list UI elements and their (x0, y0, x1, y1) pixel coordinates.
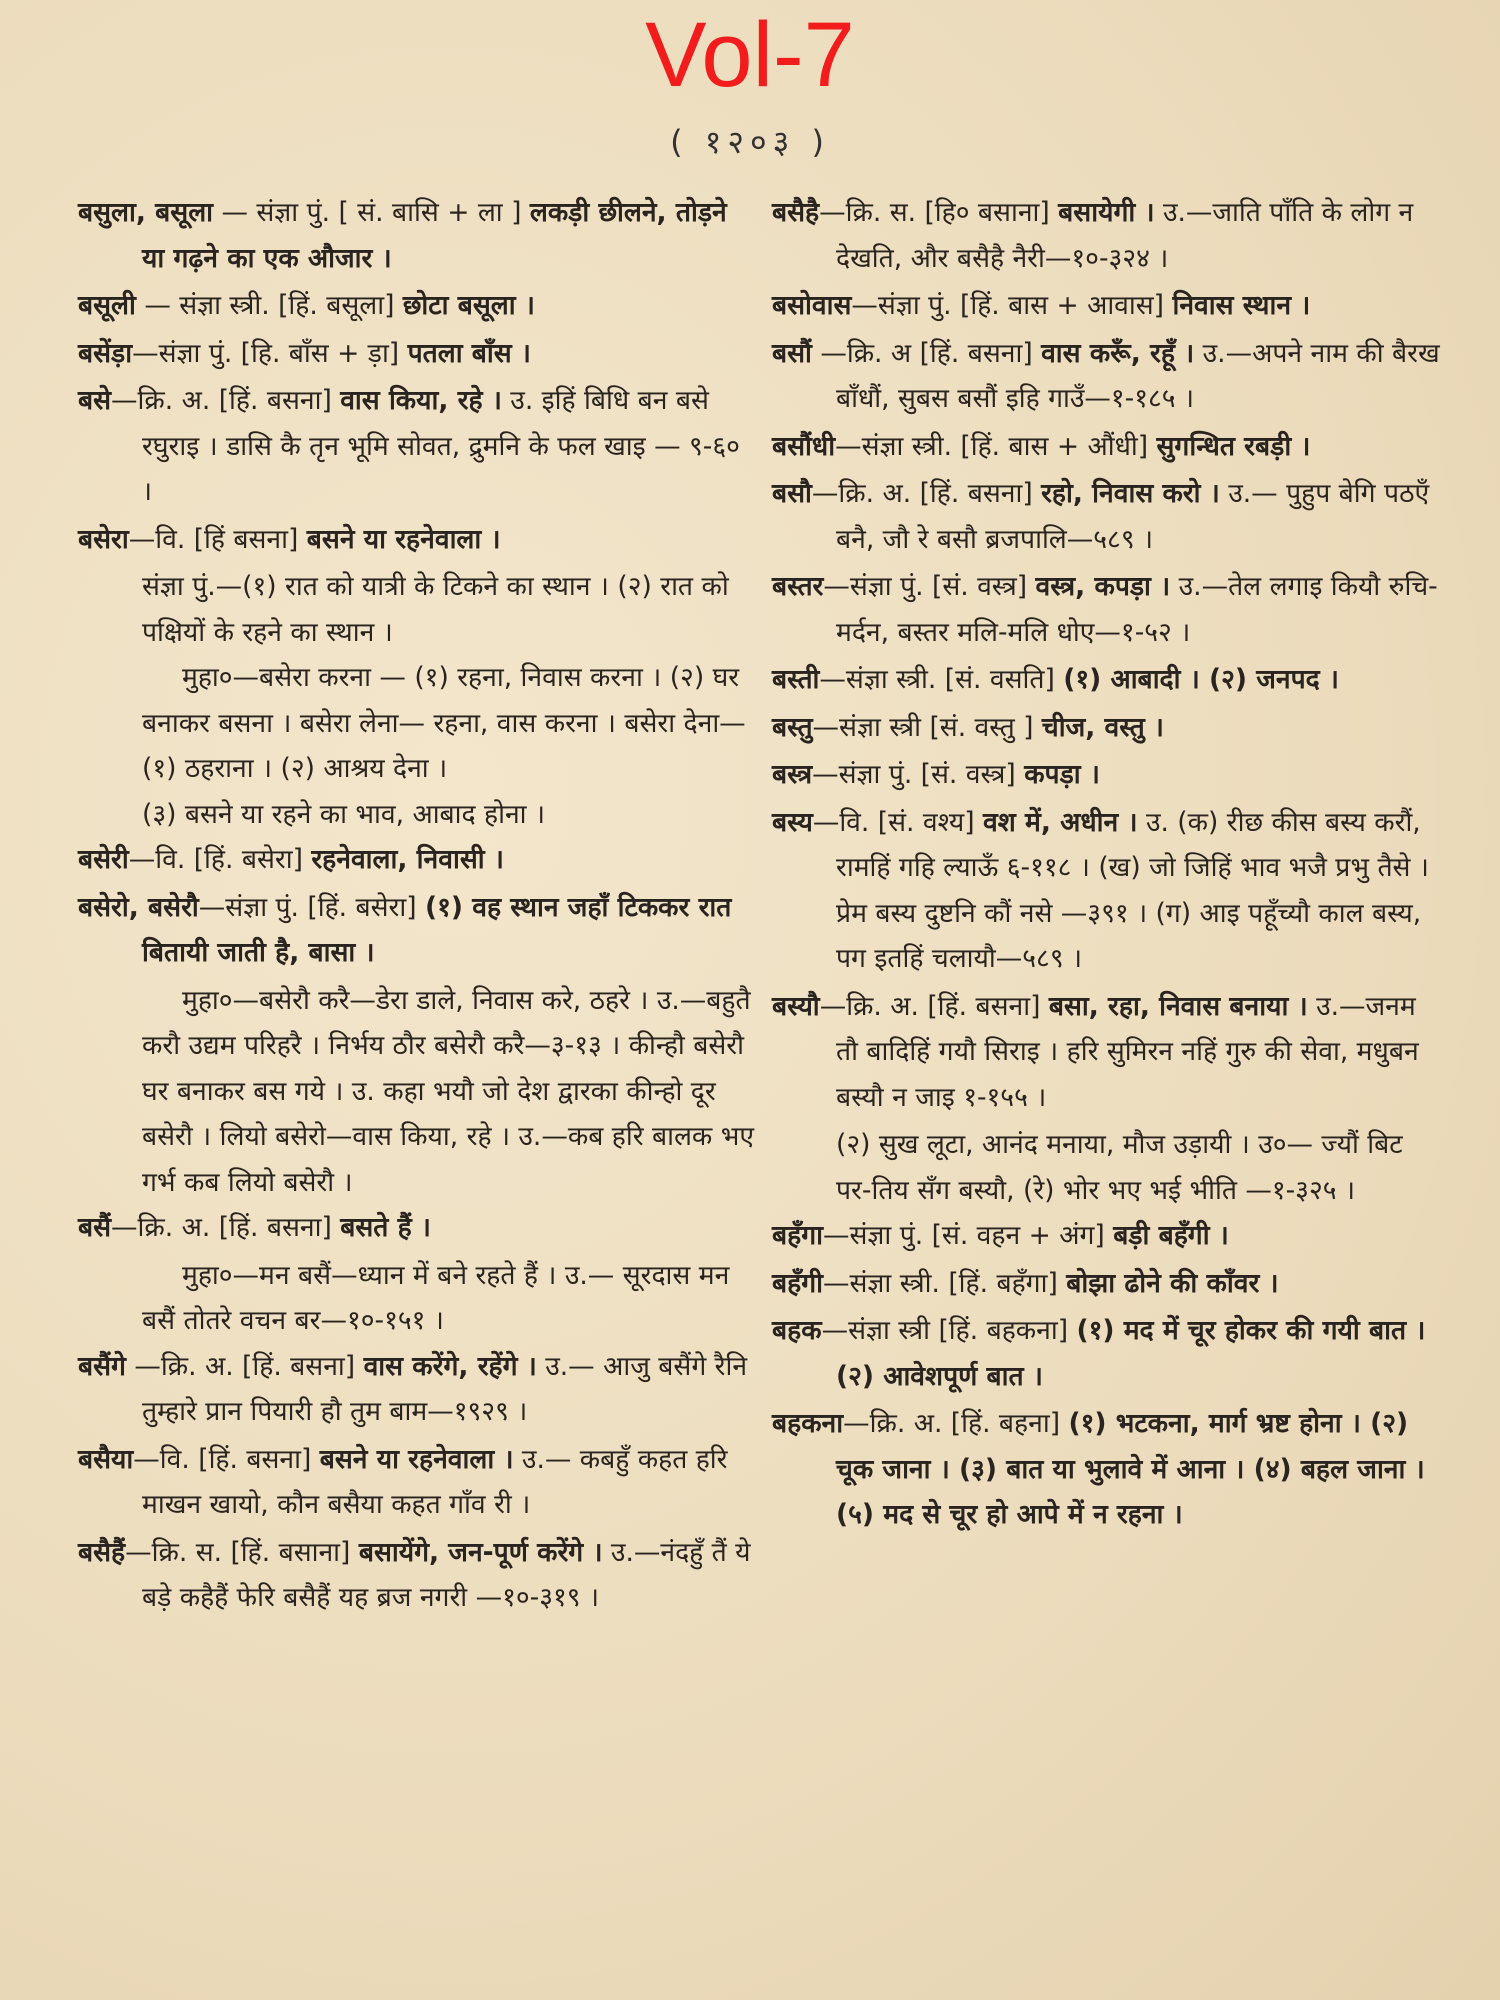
dictionary-entry (772, 1401, 1440, 1538)
entry-example: उ.— कबहुँ कहत हरि माखन खायो, कौन बसैया कहत गाँव री । (142, 1443, 728, 1520)
entry-headword: बसैहैं (78, 1536, 126, 1568)
entry-grammar: —क्रि. अ. [हिं. बसना] (811, 478, 1042, 509)
dictionary-entry (772, 190, 1440, 281)
entry-grammar: — संज्ञा पुं. [ सं. बासि + ला ] (213, 197, 530, 228)
entry-grammar: —वि. [हिं. बसेरा] (128, 844, 312, 875)
entry-meaning: (१) वह स्थान जहाँ टिककर रात बितायी जाती है, बासा । (142, 891, 732, 968)
dictionary-entry (78, 331, 758, 377)
entry-meaning: वास करूँ, रहूँ । (1041, 337, 1195, 369)
entry-meaning: बोझा ढोने की काँवर । (1066, 1267, 1279, 1299)
entry-grammar: —संज्ञा पुं. [हिं. बसेरा] (198, 891, 426, 923)
entry-headword: बसूली (78, 290, 136, 321)
entry-meaning: रहनेवाला, निवासी । (311, 844, 504, 875)
entry-grammar: —संज्ञा स्त्री. [हिं. बहँगा] (823, 1267, 1067, 1299)
entry-grammar: —क्रि. अ. [हिं. बसना] (125, 1350, 364, 1382)
dictionary-entry (78, 885, 758, 976)
entry-headword: बहँगा (772, 1220, 823, 1251)
entry-grammar: —क्रि. अ. [हिं. बसना] (819, 990, 1049, 1022)
dictionary-entry (772, 705, 1440, 751)
dictionary-entry (78, 837, 758, 883)
dictionary-entry (78, 517, 758, 563)
entry-grammar: —वि. [हिं. बसना] (133, 1443, 320, 1475)
entry-meaning: सुगन्धित रबड़ी । (1156, 430, 1311, 462)
idiom-block (78, 978, 758, 1206)
entry-meaning: बसायेगी । (1058, 197, 1155, 228)
left-column (78, 190, 758, 1623)
entry-meaning: कपड़ा । (1024, 759, 1100, 790)
entry-meaning: वश में, अधीन । (983, 806, 1138, 838)
dictionary-entry (772, 1261, 1440, 1307)
entry-headword: बसोवास (772, 290, 852, 321)
entry-example: उ. इहिं बिधि बन बसे रघुराइ । डासि कै तृन भूमि सोवत, द्रुमनि के फल खाइ — ९-६० । (142, 385, 740, 507)
sense-text: मुहा०—बसेरा करना — (१) रहना, निवास करना । (२) घर बनाकर बसना । बसेरा लेना— रहना, वास करना । बसेरा देना—(१) ठहराना । (२) आश्रय देना । (142, 662, 746, 784)
sense-block (78, 792, 758, 838)
entry-example: उ.— आजु बसैंगे रैनि तुम्हारे प्रान पियारी हौ तुम बाम—१९२९ । (142, 1350, 748, 1427)
entry-meaning: (१) मद में चूर होकर की गयी बात । (२) आवेशपूर्ण बात । (836, 1315, 1426, 1392)
entry-headword: बस्यौ (772, 990, 820, 1022)
entry-grammar: —क्रि. स. [हिं. बसाना] (125, 1536, 359, 1568)
entry-headword: बसैंगे (78, 1350, 126, 1382)
entry-meaning: वास करेंगे, रहेंगे । (363, 1350, 537, 1382)
entry-headword: बसे (78, 385, 112, 416)
entry-example: उ.—अपने नाम की बैरख बाँधौं, सुबस बसौं इहि गाउँ—१-१८५ । (836, 337, 1440, 414)
dictionary-entry (772, 564, 1440, 655)
dictionary-entry (772, 471, 1440, 562)
volume-label: Vol-7 (645, 4, 855, 106)
entry-grammar: —संज्ञा स्त्री. [सं. वसति] (819, 664, 1064, 695)
dictionary-entry (772, 1213, 1440, 1259)
entry-example: उ.— पुहुप बेगि पठएँ बनै, जौ रे बसौ ब्रजपालि—५८९ । (836, 478, 1430, 555)
entry-meaning: रहो, निवास करो । (1041, 478, 1220, 509)
entry-grammar: —वि. [सं. वश्य] (812, 806, 983, 838)
dictionary-entry (78, 1437, 758, 1528)
idiom-block (78, 1253, 758, 1344)
dictionary-entry (772, 1308, 1440, 1399)
idiom-block (78, 655, 758, 792)
dictionary-entry (78, 1344, 758, 1435)
dictionary-entry (772, 984, 1440, 1121)
dictionary-entry (772, 657, 1440, 703)
entry-meaning: बसा, रहा, निवास बनाया । (1048, 990, 1308, 1022)
entry-example: उ.—नंदहुँ तैं ये बड़े कहैहैं फेरि बसैहैं यह ब्रज नगरी —१०-३१९ । (142, 1536, 751, 1613)
entry-headword: बसौ (772, 478, 812, 509)
entry-example: उ. (क) रीछ कीस बस्य करौं, रामहिं गहि ल्याऊँ ६-११८ । (ख) जो जिहिं भाव भजै प्रभु तैसे । प्रेम बस्य दुष्टनि कौं नसे —३९१ । (ग) आइ पहूँच्यौ काल बस्य, पग इतहिं चलायौ—५८९ । (836, 806, 1429, 974)
dictionary-entry (78, 1530, 758, 1621)
entry-headword: बस्त्र (772, 759, 813, 790)
entry-headword: बसौंधी (772, 430, 836, 462)
entry-meaning: पतला बाँस । (407, 337, 531, 369)
entry-headword: बसेरो, बसेरौ (78, 891, 199, 923)
entry-meaning: वस्त्र, कपड़ा । (1035, 571, 1171, 602)
entry-meaning: बसते हैं । (340, 1212, 431, 1243)
dictionary-entry (78, 1205, 758, 1251)
entry-grammar: —क्रि. अ. [हिं. बसना] (111, 1212, 341, 1243)
entry-example: उ.—जनम तौ बादिहिं गयौ सिराइ । हरि सुमिरन नहिं गुरु की सेवा, मधुबन बस्यौ न जाइ १-१५५ । (836, 990, 1419, 1113)
entry-headword: बसेंड़ा (78, 337, 133, 369)
entry-grammar: —संज्ञा पुं. [सं. वहन + अंग] (823, 1220, 1114, 1251)
entry-headword: बस्तर (772, 571, 824, 602)
entry-headword: बहक (772, 1315, 822, 1346)
entry-meaning: बसायेंगे, जन-पूर्ण करेंगे । (358, 1536, 603, 1568)
entry-meaning: बसने या रहनेवाला । (306, 523, 501, 555)
entry-headword: बहकना (772, 1408, 844, 1439)
entry-meaning: वास किया, रहे । (340, 385, 502, 416)
entry-headword: बसैहै (772, 197, 820, 228)
sense-text: मुहा०—मन बसैं—ध्यान में बने रहते हैं । उ.— सूरदास मन बसैं तोतरे वचन बर—१०-१५१ । (142, 1259, 730, 1336)
sense-text: (२) सुख लूटा, आनंद मनाया, मौज उड़ायी । उ०— ज्यौं बिट पर-तिय सँग बस्यौ, (रे) भोर भए भई भीति —१-३२५ । (836, 1129, 1403, 1206)
entry-headword: बस्य (772, 806, 813, 838)
sense-block (78, 564, 758, 655)
dictionary-entry (78, 190, 758, 281)
right-column (772, 190, 1440, 1540)
entry-grammar: —क्रि. स. [हि० बसाना] (819, 197, 1059, 228)
entry-grammar: —संज्ञा स्त्री [सं. वस्तु ] (812, 711, 1042, 743)
entry-headword: बसैया (78, 1443, 134, 1475)
entry-headword: बस्ती (772, 664, 820, 695)
entry-meaning: लकड़ी छीलने, तोड़ने या गढ़ने का एक औजार । (142, 197, 727, 274)
entry-grammar: —क्रि. अ. [हिं. बहना] (843, 1408, 1069, 1439)
entry-grammar: —संज्ञा स्त्री. [हिं. बास + औंधी] (835, 430, 1157, 462)
entry-example: उ.—जाति पाँति के लोग न देखति, और बसैहै नैरी—१०-३२४ । (836, 197, 1414, 274)
entry-headword: बसैं (78, 1212, 112, 1243)
entry-grammar: —संज्ञा पुं. [सं. वस्त्र] (823, 571, 1036, 602)
entry-headword: बस्तु (772, 711, 813, 743)
entry-grammar: —संज्ञा पुं. [हिं. बास + आवास] (851, 290, 1173, 321)
dictionary-entry (772, 424, 1440, 470)
dictionary-entry (78, 283, 758, 329)
entry-grammar: —संज्ञा पुं. [सं. वस्त्र] (812, 759, 1025, 790)
entry-grammar: —क्रि. अ. [हिं. बसना] (111, 385, 341, 416)
entry-grammar: — संज्ञा स्त्री. [हिं. बसूला] (135, 290, 403, 321)
entry-grammar: —संज्ञा पुं. [हि. बाँस + ड़ा] (132, 337, 408, 369)
entry-headword: बसुला, बसूला (78, 197, 214, 228)
entry-grammar: —क्रि. अ [हिं. बसना] (811, 337, 1042, 369)
entry-grammar: —संज्ञा स्त्री [हिं. बहकना] (821, 1315, 1077, 1346)
entry-meaning: चीज, वस्तु । (1041, 711, 1164, 743)
entry-grammar: —वि. [हिं बसना] (128, 523, 307, 555)
page-number: ( १२०३ ) (670, 123, 830, 161)
entry-headword: बसौं (772, 337, 812, 369)
entry-headword: बसेरी (78, 844, 129, 875)
entry-meaning: निवास स्थान । (1172, 290, 1311, 321)
dictionary-entry (772, 752, 1440, 798)
dictionary-entry (772, 331, 1440, 422)
entry-headword: बसेरा (78, 523, 129, 555)
dictionary-entry (772, 800, 1440, 982)
entry-meaning: (१) आबादी । (२) जनपद । (1063, 664, 1339, 695)
sense-text: मुहा०—बसेरौ करै—डेरा डाले, निवास करे, ठहरे । उ.—बहुतै करौ उद्यम परिहरै । निर्भय ठौर बसेरौ करै—३-१३ । कीन्हौ बसेरौ घर बनाकर बस गये । उ. कहा भयौ जो देश द्वारका कीन्हो दूर बसेरौ । लियो बसेरो—वास किया, रहे । उ.—कब हरि बालक भए गर्भ कब लियो बसेरौ । (142, 984, 754, 1198)
entry-headword: बहँगी (772, 1267, 823, 1299)
dictionary-entry (772, 283, 1440, 329)
sense-text: संज्ञा पुं.—(१) रात को यात्री के टिकने का स्थान । (२) रात को पक्षियों के रहने का स्थान । (142, 571, 729, 648)
entry-meaning: छोटा बसूला । (402, 290, 535, 321)
dictionary-entry (78, 378, 758, 515)
entry-example: उ.—तेल लगाइ कियौ रुचि-मर्दन, बस्तर मलि-मलि धोए—१-५२ । (836, 571, 1438, 648)
entry-meaning: (१) भटकना, मार्ग भ्रष्ट होना । (२) चूक जाना । (३) बात या भुलावे में आना । (४) बहल जाना । (५) मद से चूर हो आपे में न रहना । (836, 1408, 1425, 1530)
entry-meaning: बड़ी बहँगी । (1113, 1220, 1229, 1251)
sense-block (772, 1122, 1440, 1213)
sense-text: (३) बसने या रहने का भाव, आबाद होना । (142, 798, 546, 830)
entry-meaning: बसने या रहनेवाला । (319, 1443, 514, 1475)
